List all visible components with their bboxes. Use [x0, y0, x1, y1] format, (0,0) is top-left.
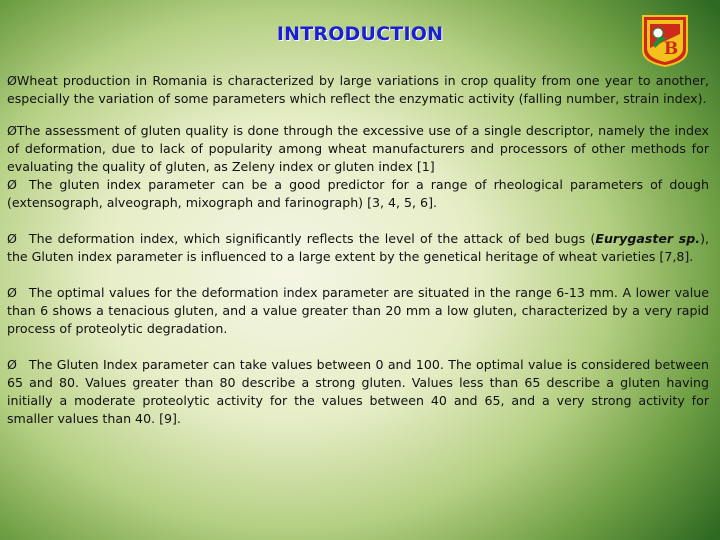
university-logo	[641, 14, 689, 68]
paragraph-4-text-after: ), the Gluten index parameter is influenced to a large extent by the genetical heritage of wheat varieties [7,8].	[7, 231, 710, 264]
logo-letter: B	[663, 39, 679, 59]
paragraph-3-text: The gluten index parameter can be a good predictor for a range of rheological parameters of dough (extensograph, alveograph, mixograph and farinograph) [3, 4, 5, 6].	[7, 177, 709, 210]
bullet-arrow-icon: Ø	[7, 73, 17, 88]
paragraph-2	[7, 122, 709, 176]
paragraph-5-text: The optimal values for the deformation index parameter are situated in the range 6-13 mm. A lower value than 6 shows a tenacious gluten, and a value greater than 20 mm a low gluten, characterized by a very rapid process of proteolytic degradation.	[7, 285, 709, 336]
bullet-arrow-icon: Ø	[7, 177, 17, 192]
bullet-arrow-icon: Ø	[7, 285, 17, 300]
paragraph-6-text: The Gluten Index parameter can take values between 0 and 100. The optimal value is considered between 65 and 80. Values greater than 80 describe a strong gluten. Values less than 65 describe a gluten having initially a moderate proteolytic activity for the values between 40 and 65, and a very strong activity for smaller values than 40. [9].	[7, 357, 709, 426]
paragraph-4	[7, 230, 709, 266]
logo-shield-icon	[641, 14, 689, 68]
paragraph-5	[7, 284, 709, 338]
paragraph-2-text: The assessment of gluten quality is done through the excessive use of a single descriptor, namely the index of deformation, due to lack of popularity among wheat manufacturers and processors of other methods for evaluating the quality of gluten, as Zeleny index or gluten index [1]	[7, 123, 709, 174]
paragraph-4-text-before: The deformation index, which significantly reflects the level of the attack of bed bugs (	[28, 231, 596, 246]
paragraph-3	[7, 176, 709, 212]
paragraph-1-text: Wheat production in Romania is characterized by large variations in crop quality from one year to another, especially the variation of some parameters which reflect the enzymatic activity (falling number, strain index).	[7, 73, 709, 106]
scientific-name: Eurygaster sp.	[595, 231, 701, 246]
slide-title: INTRODUCTION	[276, 23, 444, 45]
bullet-arrow-icon: Ø	[7, 357, 17, 372]
paragraph-6	[7, 356, 709, 428]
bullet-arrow-icon: Ø	[7, 231, 17, 246]
bullet-arrow-icon: Ø	[7, 123, 17, 138]
slide-body	[7, 72, 709, 442]
paragraph-1	[7, 72, 709, 108]
